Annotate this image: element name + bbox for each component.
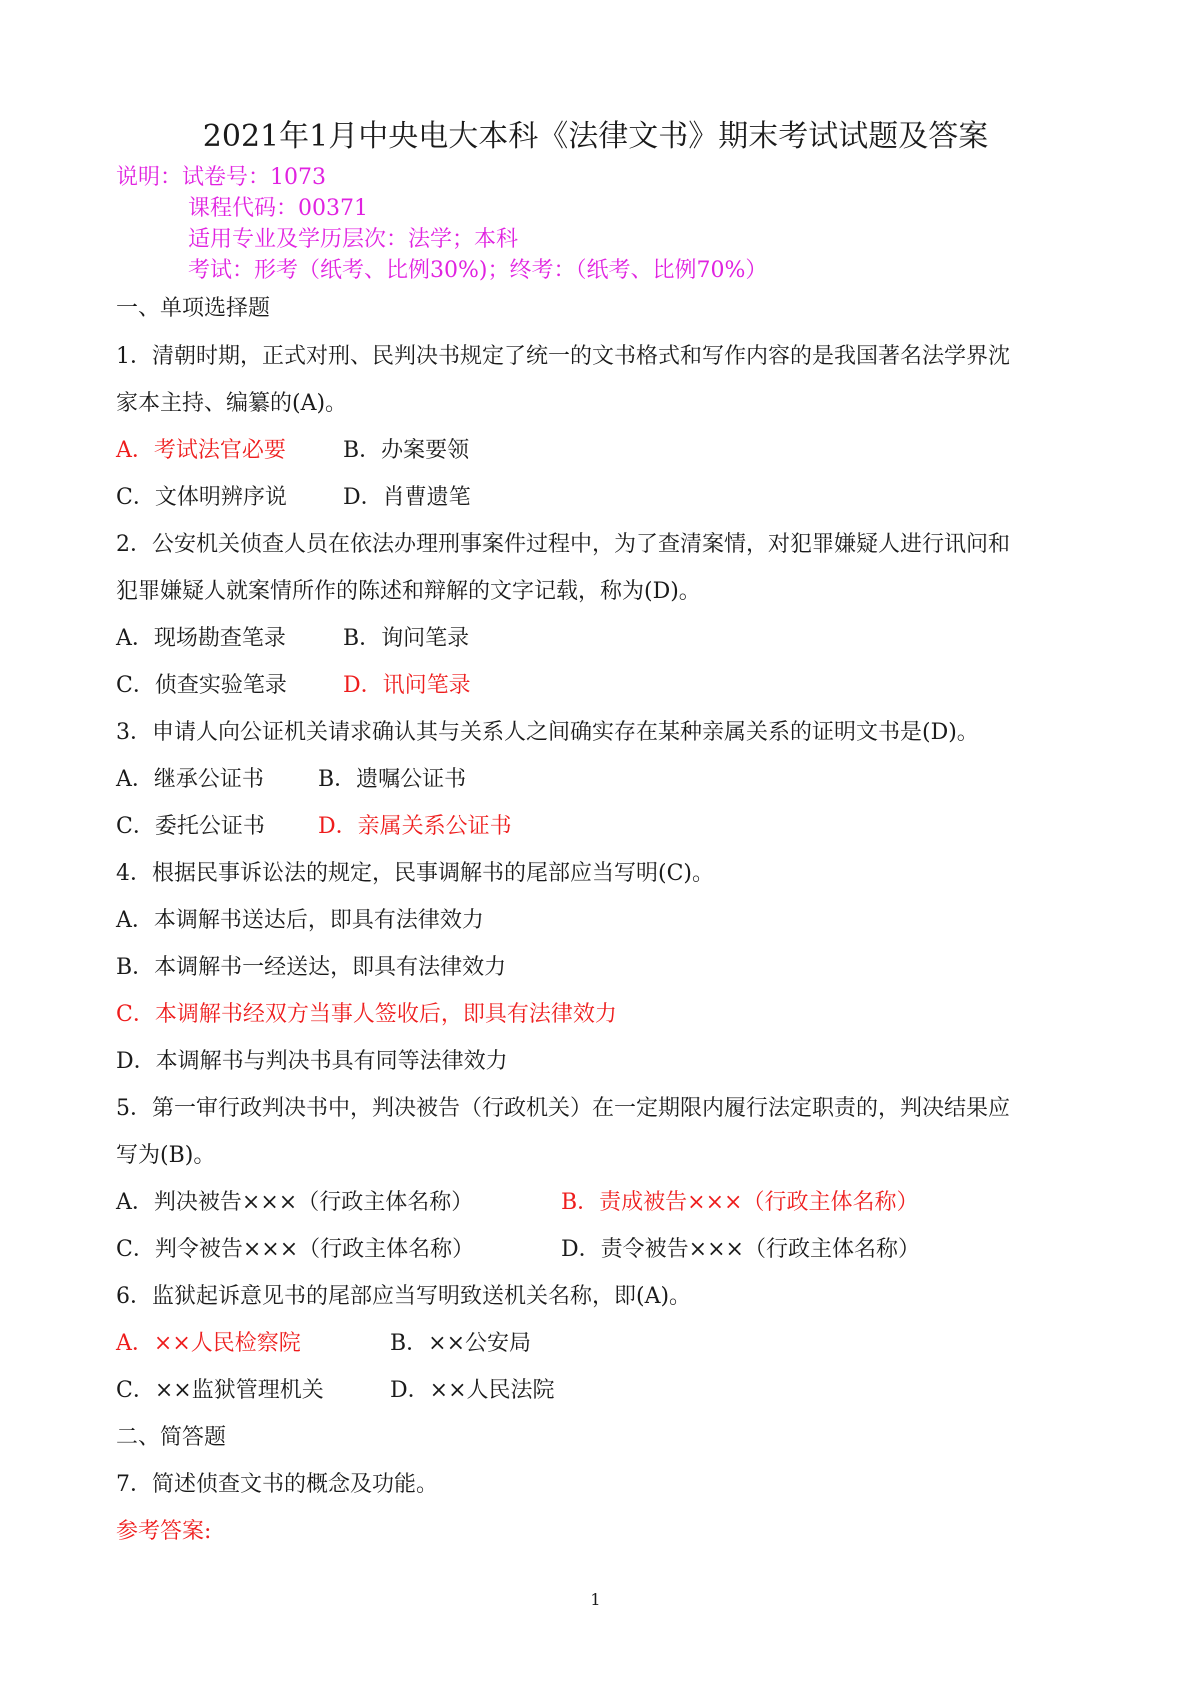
- q2-option-d-answer: D．讯问笔录: [343, 673, 471, 698]
- info-exam: 考试：形考（纸考、比例30%)；终考：（纸考、比例70%）: [188, 258, 768, 283]
- q3-option-b: B．遗嘱公证书: [318, 767, 467, 792]
- info-paper-no: 试卷号：1073: [182, 165, 327, 190]
- q6-option-c: C．××监狱管理机关: [116, 1378, 324, 1403]
- q5-option-d: D．责令被告×××（行政主体名称）: [561, 1237, 920, 1262]
- q6-option-b: B．××公安局: [390, 1331, 532, 1356]
- question-2-text: 2．公安机关侦查人员在依法办理刑事案件过程中，为了查清案情，对犯罪嫌疑人进行讯问和: [116, 532, 1011, 557]
- question-5-text-cont: 写为(B)。: [116, 1143, 216, 1168]
- q2-option-b: B．询问笔录: [343, 626, 470, 651]
- section-heading-short-answer: 二、简答题: [116, 1425, 227, 1450]
- q3-option-c: C．委托公证书: [116, 814, 265, 839]
- question-4-text: 4．根据民事诉讼法的规定，民事调解书的尾部应当写明(C)。: [116, 861, 714, 886]
- page-number: 1: [590, 1590, 601, 1609]
- answer-label: 参考答案:: [116, 1519, 212, 1544]
- q5-option-b-answer: B．责成被告×××（行政主体名称）: [561, 1190, 919, 1215]
- question-3-text: 3．申请人向公证机关请求确认其与关系人之间确实存在某种亲属关系的证明文书是(D)。: [116, 720, 979, 745]
- info-major: 适用专业及学历层次：法学；本科: [188, 227, 519, 252]
- question-2-text-cont: 犯罪嫌疑人就案情所作的陈述和辩解的文字记载，称为(D)。: [116, 579, 701, 604]
- q1-option-d: D．肖曹遗笔: [343, 485, 471, 510]
- q4-option-d: D．本调解书与判决书具有同等法律效力: [116, 1049, 508, 1074]
- info-course-code: 课程代码：00371: [188, 196, 368, 221]
- question-5-text: 5．第一审行政判决书中，判决被告（行政机关）在一定期限内履行法定职责的，判决结果应: [116, 1096, 1011, 1121]
- q6-option-a-answer: A．××人民检察院: [116, 1331, 301, 1356]
- q1-option-b: B．办案要领: [343, 438, 470, 463]
- q1-option-a-answer: A．考试法官必要: [116, 438, 286, 463]
- q4-option-a: A．本调解书送达后，即具有法律效力: [116, 908, 484, 933]
- question-1-text: 1．清朝时期，正式对刑、民判决书规定了统一的文书格式和写作内容的是我国著名法学界沈: [116, 344, 1011, 369]
- q6-option-d: D．××人民法院: [390, 1378, 555, 1403]
- section-heading-single-choice: 一、单项选择题: [116, 296, 271, 321]
- q2-option-c: C．侦查实验笔录: [116, 673, 287, 698]
- question-7-text: 7．简述侦查文书的概念及功能。: [116, 1472, 438, 1497]
- q4-option-c-answer: C．本调解书经双方当事人签收后，即具有法律效力: [116, 1002, 617, 1027]
- info-label: 说明：: [116, 165, 183, 190]
- question-6-text: 6．监狱起诉意见书的尾部应当写明致送机关名称，即(A)。: [116, 1284, 692, 1309]
- q3-option-d-answer: D．亲属关系公证书: [318, 814, 512, 839]
- question-1-text-cont: 家本主持、编纂的(A)。: [116, 391, 348, 416]
- q5-option-c: C．判令被告×××（行政主体名称）: [116, 1237, 475, 1262]
- q4-option-b: B．本调解书一经送达，即具有法律效力: [116, 955, 507, 980]
- q1-option-c: C．文体明辨序说: [116, 485, 287, 510]
- info-line-paper-no: [116, 163, 326, 193]
- q5-option-a: A．判决被告×××（行政主体名称）: [116, 1190, 474, 1215]
- document-title: 2021年1月中央电大本科《法律文书》期末考试试题及答案: [202, 119, 989, 154]
- q3-option-a: A．继承公证书: [116, 767, 264, 792]
- q2-option-a: A．现场勘查笔录: [116, 626, 286, 651]
